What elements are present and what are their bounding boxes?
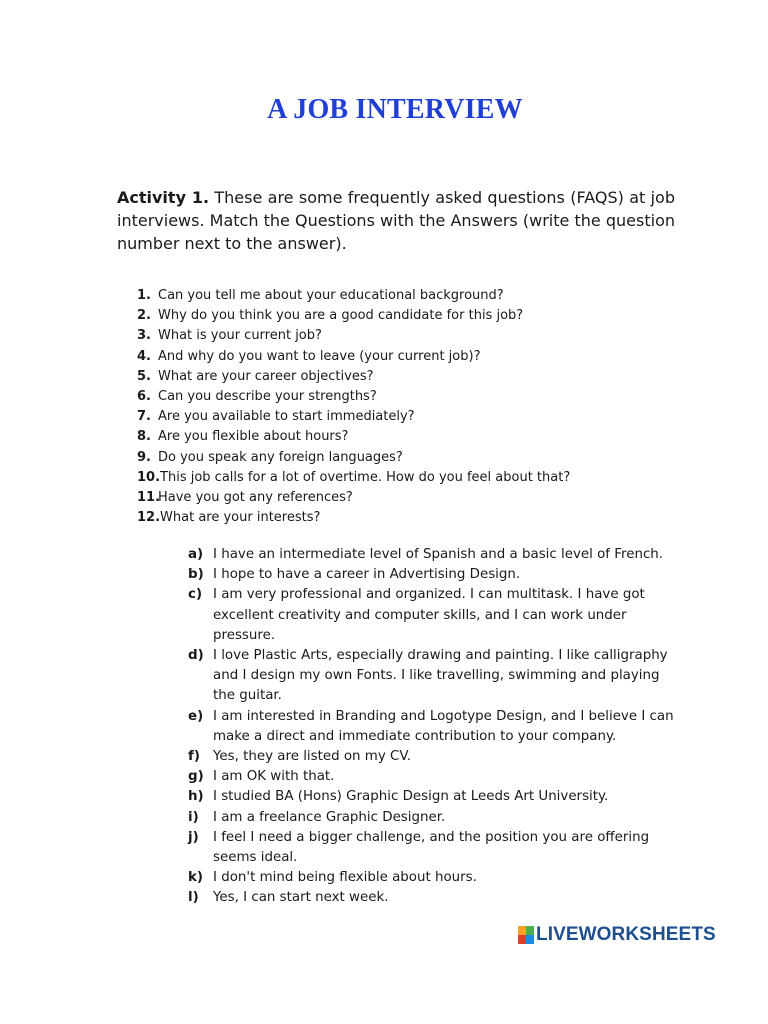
answer-item bbox=[188, 707, 682, 747]
question-item bbox=[137, 468, 697, 488]
answer-letter: a) bbox=[188, 547, 204, 562]
answer-list bbox=[188, 545, 682, 909]
answer-letter: h) bbox=[188, 789, 204, 805]
question-number: 10. bbox=[137, 469, 161, 485]
answer-text: I love Plastic Arts, especially drawing and painting. I like calligraphy and I design my own Fonts. I like travelling, swimming and playing the guitar. bbox=[213, 648, 668, 704]
answer-item bbox=[188, 868, 682, 888]
answer-text: I am very professional and organized. I can multitask. I have got excellent creativity and computer skills, and I can work under pressure. bbox=[213, 587, 645, 643]
question-text: Can you tell me about your educational background? bbox=[158, 288, 504, 303]
question-text: Can you describe your strengths? bbox=[158, 389, 377, 405]
answer-letter: j) bbox=[188, 829, 199, 845]
answer-letter: c) bbox=[188, 587, 203, 603]
answer-letter: g) bbox=[188, 769, 204, 785]
answer-text: I am interested in Branding and Logotype Design, and I believe I can make a direct and immediate contribution to your company. bbox=[213, 708, 674, 744]
question-number: 11. bbox=[137, 490, 161, 506]
question-number: 8. bbox=[137, 429, 151, 445]
question-item bbox=[137, 347, 697, 367]
question-number: 2. bbox=[137, 308, 151, 324]
answer-text: I am OK with that. bbox=[213, 769, 335, 785]
question-item bbox=[137, 407, 697, 427]
answer-item bbox=[188, 747, 682, 767]
answer-item bbox=[188, 646, 682, 707]
question-text: Do you speak any foreign languages? bbox=[158, 449, 403, 465]
question-number: 9. bbox=[137, 449, 151, 465]
answer-text: I don't mind being flexible about hours. bbox=[213, 870, 477, 886]
activity-label: Activity 1. bbox=[117, 188, 210, 207]
answer-letter: f) bbox=[188, 749, 200, 765]
question-item bbox=[137, 448, 697, 468]
question-number: 4. bbox=[137, 348, 151, 364]
question-text: Are you flexible about hours? bbox=[158, 429, 349, 445]
answer-letter: e) bbox=[188, 708, 204, 724]
question-text: And why do you want to leave (your current job)? bbox=[158, 348, 481, 364]
question-item bbox=[137, 488, 697, 508]
question-text: This job calls for a lot of overtime. How do you feel about that? bbox=[160, 469, 571, 485]
question-number: 3. bbox=[137, 328, 151, 344]
page-title: A JOB INTERVIEW bbox=[267, 94, 523, 125]
question-text: Why do you think you are a good candidate for this job? bbox=[158, 308, 524, 324]
answer-text: I feel I need a bigger challenge, and the position you are offering seems ideal. bbox=[213, 829, 650, 866]
activity-text: These are some frequently asked questions (FAQS) at job interviews. Match the Questions with the Answers (write the question number next to the answer). bbox=[117, 188, 675, 253]
answer-item bbox=[188, 888, 682, 908]
answer-letter: b) bbox=[188, 567, 204, 583]
answer-item bbox=[188, 787, 682, 807]
question-item bbox=[137, 387, 697, 407]
question-item bbox=[137, 306, 697, 326]
answer-text: I studied BA (Hons) Graphic Design at Leeds Art University. bbox=[213, 789, 609, 805]
question-item bbox=[137, 508, 697, 528]
question-item bbox=[137, 326, 697, 346]
answer-text: I have an intermediate level of Spanish and a basic level of French. bbox=[213, 547, 664, 562]
question-text: What is your current job? bbox=[158, 328, 322, 344]
answer-letter: k) bbox=[188, 870, 204, 886]
question-list bbox=[137, 286, 697, 528]
liveworksheets-logo-icon bbox=[518, 926, 534, 944]
answer-text: I hope to have a career in Advertising Design. bbox=[213, 567, 521, 583]
answer-letter: l) bbox=[188, 890, 199, 906]
question-text: Have you got any references? bbox=[158, 490, 353, 506]
question-item bbox=[137, 427, 697, 447]
answer-item bbox=[188, 767, 682, 787]
question-item bbox=[137, 286, 697, 306]
answer-item bbox=[188, 565, 682, 585]
answer-item bbox=[188, 828, 682, 868]
question-number: 6. bbox=[137, 389, 151, 405]
question-number: 1. bbox=[137, 288, 151, 303]
liveworksheets-brand bbox=[518, 924, 716, 946]
question-number: 12. bbox=[137, 510, 161, 526]
answer-text: Yes, they are listed on my CV. bbox=[213, 749, 412, 765]
question-text: What are your interests? bbox=[160, 510, 321, 526]
question-number: 7. bbox=[137, 409, 151, 425]
answer-text: I am a freelance Graphic Designer. bbox=[213, 809, 446, 825]
answer-item bbox=[188, 545, 682, 565]
question-item bbox=[137, 367, 697, 387]
activity-instructions bbox=[117, 186, 675, 255]
answer-item bbox=[188, 585, 682, 646]
brand-wordmark: LIVEWORKSHEETS bbox=[536, 924, 716, 945]
question-text: Are you available to start immediately? bbox=[158, 409, 415, 425]
question-number: 5. bbox=[137, 368, 151, 384]
answer-item bbox=[188, 808, 682, 828]
answer-text: Yes, I can start next week. bbox=[213, 890, 389, 906]
question-text: What are your career objectives? bbox=[158, 368, 374, 384]
answer-letter: d) bbox=[188, 648, 204, 664]
answer-letter: i) bbox=[188, 809, 199, 825]
